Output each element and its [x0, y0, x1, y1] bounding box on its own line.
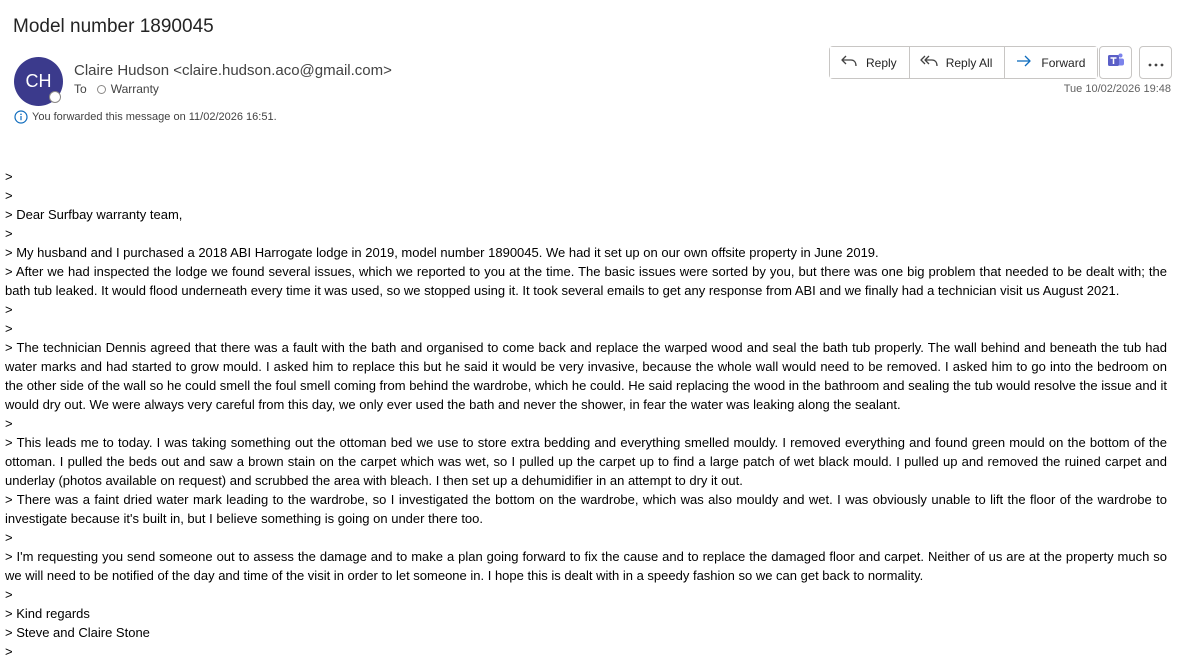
body-line: > Kind regards	[5, 606, 90, 621]
body-line: > There was a faint dried water mark leading to the wardrobe, so I investigated the bottom on the wardrobe, which was also mouldy and wet. I was obviously unable to lift the floor of the wardrobe to investigate because it's built in, but I believe something is going on under there too.	[5, 492, 1167, 526]
reply-all-icon	[920, 54, 946, 71]
email-subject: Model number 1890045	[13, 16, 214, 37]
recipients-row	[74, 82, 159, 96]
forward-icon	[1015, 54, 1041, 71]
body-line: >	[5, 226, 13, 241]
body-line: > After we had inspected the lodge we found several issues, which we reported to you at the time. The basic issues were sorted by you, but there was one big problem that needed to be dealt with; the bath tub leaked. It would flood underneath every time it was used, so we stopped using it. It took several emails to get any response from ABI and we finally had a technician visit us August 2021.	[5, 264, 1167, 298]
body-line: >	[5, 530, 13, 545]
recipient-presence-icon	[97, 85, 106, 94]
reply-label: Reply	[866, 55, 897, 70]
forward-label: Forward	[1041, 55, 1086, 70]
reply-button[interactable]	[830, 47, 910, 78]
body-line: >	[5, 321, 13, 336]
teams-button[interactable]	[1099, 46, 1132, 79]
message-actions-toolbar	[829, 46, 1098, 79]
more-actions-button[interactable]	[1139, 46, 1172, 79]
body-line: >	[5, 188, 13, 203]
recipient-warranty[interactable]: Warranty	[110, 82, 159, 96]
teams-icon	[1107, 52, 1125, 73]
forwarded-info-bar	[14, 110, 277, 124]
body-line: >	[5, 169, 13, 184]
body-line: > Steve and Claire Stone	[5, 625, 150, 640]
body-line: > This leads me to today. I was taking something out the ottoman bed we use to store extra bedding and everything smelled mouldy. I removed everything and found green mould on the bottom of the ottoman. I pulled the beds out and saw a brown stain on the carpet which was wet, so I pulled up the carpet up to find a large patch of wet black mould. I pulled up and removed the ruined carpet and underlay (photos available on request) and scrubbed the area with bleach. I then set up a dehumidifier in an attempt to dry it out.	[5, 435, 1167, 488]
body-line: >	[5, 302, 13, 317]
body-line: >	[5, 416, 13, 431]
reply-icon	[840, 54, 866, 71]
reply-all-button[interactable]	[910, 47, 1006, 78]
forward-button[interactable]	[1005, 47, 1097, 78]
forwarded-info-text: You forwarded this message on 11/02/2026 16:51.	[32, 111, 277, 123]
reply-all-label: Reply All	[945, 55, 993, 70]
message-timestamp: Tue 10/02/2026 19:48	[1063, 83, 1171, 95]
more-icon	[1148, 54, 1164, 72]
presence-status-icon	[49, 91, 61, 103]
info-icon	[14, 110, 28, 124]
body-line: > I'm requesting you send someone out to assess the damage and to make a plan going forward to fix the cause and to replace the damaged floor and carpet. Neither of us are at the property much so we will need to be notified of the day and time of the visit in order to let someone in. I hope this is dealt with in a speedy fashion so we can get back to normality.	[5, 549, 1167, 583]
to-label: To	[74, 82, 87, 96]
body-line: >	[5, 644, 13, 659]
body-line: > Dear Surfbay warranty team,	[5, 207, 183, 222]
body-line: >	[5, 587, 13, 602]
message-body	[5, 167, 1167, 661]
body-line: > My husband and I purchased a 2018 ABI Harrogate lodge in 2019, model number 1890045. We had it set up on our own offsite property in June 2019.	[5, 245, 879, 260]
sender-name[interactable]: Claire Hudson <claire.hudson.aco@gmail.com>	[74, 62, 392, 79]
avatar-initials: CH	[25, 71, 52, 91]
body-line: > The technician Dennis agreed that there was a fault with the bath and organised to come back and replace the warped wood and seal the bath tub properly. The wall behind and beneath the tub had water marks and had started to grow mould. I asked him to replace this but he said it would be very invasive, because the whole wall would need to be removed. I asked him to go into the bedroom on the other side of the wall so he could smell the foul smell coming from behind the wardrobe, which he could. He said replacing the wood in the bathroom and sealing the tub would resolve the issue and it would dry out. We were always very careful from this day, we only ever used the bath and never the shower, in fear the water was leaking along the sealant.	[5, 340, 1167, 412]
